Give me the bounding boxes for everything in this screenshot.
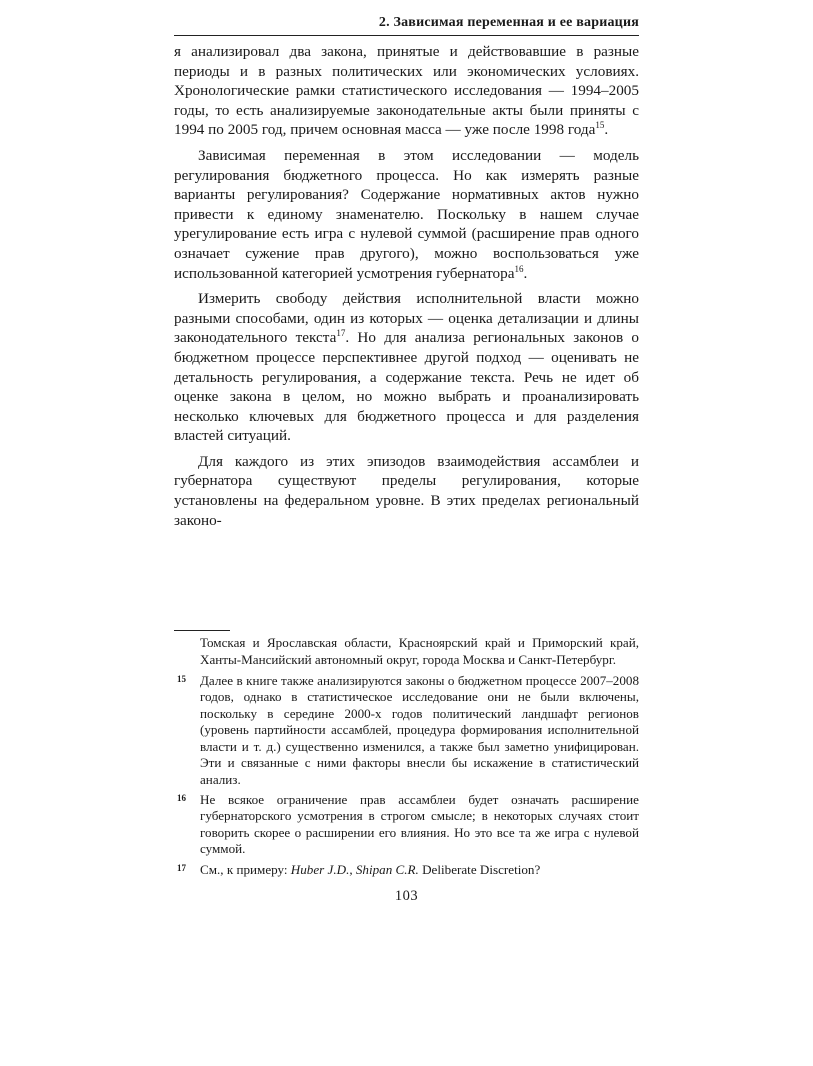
paragraph-2-text: Зависимая переменная в этом исследовании — модель регулирования бюджетного процесса. Но как измерять разные варианты регулирования? Содержание нормативных актов нужно привести к единому знаменателю. Поскольку в нашем случае урегулирование есть игра с нулевой суммой (расширение прав одного означает сужение прав другого), можно воспользоваться уже использованной категорией усмотрения губернатора bbox=[174, 146, 639, 282]
footnote-17-authors: Huber J.D., Shipan C.R. bbox=[290, 861, 419, 877]
footnote-ref-17[interactable]: 17 bbox=[336, 328, 346, 339]
book-page bbox=[174, 14, 639, 905]
footnote-16-text: Не всякое ограничение прав ассамблеи будет означать расширение губернаторского усмотрения в строгом смысле; в некоторых случаях стоит говорить скорее о расширении его влияния. Но это все та же игра с нулевой суммой. bbox=[200, 791, 639, 857]
footnote-16-number: 16 bbox=[177, 792, 186, 803]
paragraph-3-text-after: . Но для анализа региональных законов о бюджетном процессе перспективнее другой подход — оценивать не детальность регулирования, а содержание текста. Речь не идет об оценке закона в целом, но можно выбрать и проанализировать несколько ключевых для бюджетного процесса и для разделения властей ситуаций. bbox=[174, 329, 639, 445]
footnote-15-number: 15 bbox=[177, 674, 186, 685]
running-head: 2. Зависимая переменная и ее вариация bbox=[378, 15, 639, 30]
paragraph-4-text: Для каждого из этих эпизодов взаимодействия ассамблеи и губернатора существуют пределы регулирования, которые установлены на федеральном уровне. В этих пределах региональный законо- bbox=[174, 452, 639, 529]
footnote-16 bbox=[174, 792, 639, 858]
footnote-15 bbox=[174, 673, 639, 788]
footnote-17-prefix: См., к примеру: bbox=[200, 861, 291, 877]
paragraph-1: я анализировал два закона, принятые и действовавшие в разные периоды и в разных политических или экономических условиях. Хронологические рамки статистического исследования — 1994–2005 годы, то есть анализируемые законодательные акты были приняты с 1994 по 2005 год, причем основная масса — уже после 1998 года$^{15}$. bbox=[174, 43, 639, 139]
footnote-continuation-text: Томская и Ярославская области, Красноярский край и Приморский край, Ханты-Мансийский автономный округ, города Москва и Санкт-Петербург. bbox=[200, 635, 639, 667]
footnote-17-title: Deliberate Discretion? bbox=[418, 861, 541, 877]
footnote-17-number: 17 bbox=[177, 862, 186, 873]
paragraph-2: Зависимая переменная в этом исследовании — модель регулирования бюджетного процесса. Но как измерять разные варианты регулирования? Содержание нормативных актов нужно привести к единому знаменателю. Поскольку в нашем случае урегулирование есть игра с нулевой суммой (расширение прав одного означает сужение прав другого), можно воспользоваться уже использованной категорией усмотрения губернатора$^{16}$. bbox=[174, 146, 639, 282]
body-text bbox=[174, 42, 639, 530]
paragraph-4 bbox=[174, 452, 639, 530]
header-rule bbox=[174, 35, 639, 36]
paragraph-3-text-before: Измерить свободу действия исполнительной власти можно разными способами, один из которых — оценка детализации и длины законодательного текста bbox=[174, 290, 639, 347]
footnote-17 bbox=[174, 862, 639, 878]
footnote-ref-15[interactable]: 15 bbox=[595, 120, 605, 131]
page-number: 103 bbox=[394, 887, 419, 904]
footnote-rule bbox=[174, 630, 230, 631]
paragraph-3 bbox=[174, 289, 639, 446]
footnote-continuation bbox=[174, 635, 639, 668]
footnotes bbox=[174, 635, 639, 878]
footnote-ref-16[interactable]: 16 bbox=[514, 263, 524, 274]
paragraph-1-text: я анализировал два закона, принятые и действовавшие в разные периоды и в разных политических или экономических условиях. Хронологические рамки статистического исследования — 1994–2005 годы, то есть анализируемые законодательные акты были приняты с 1994 по 2005 год, причем основная масса — уже после 1998 года bbox=[174, 43, 639, 139]
footnote-15-text: Далее в книге также анализируются законы о бюджетном процессе 2007–2008 годов, однако в статистическое исследование они не были включены, поскольку в середине 2000-х годов политический ландшафт регионов (уровень партийности ассамблей, процедура формирования исполнительной власти и т. д.) существенно изменился, а также был заметно унифицирован. Эти и связанные с ними факторы внесли бы искажение в статистический анализ. bbox=[200, 673, 639, 787]
